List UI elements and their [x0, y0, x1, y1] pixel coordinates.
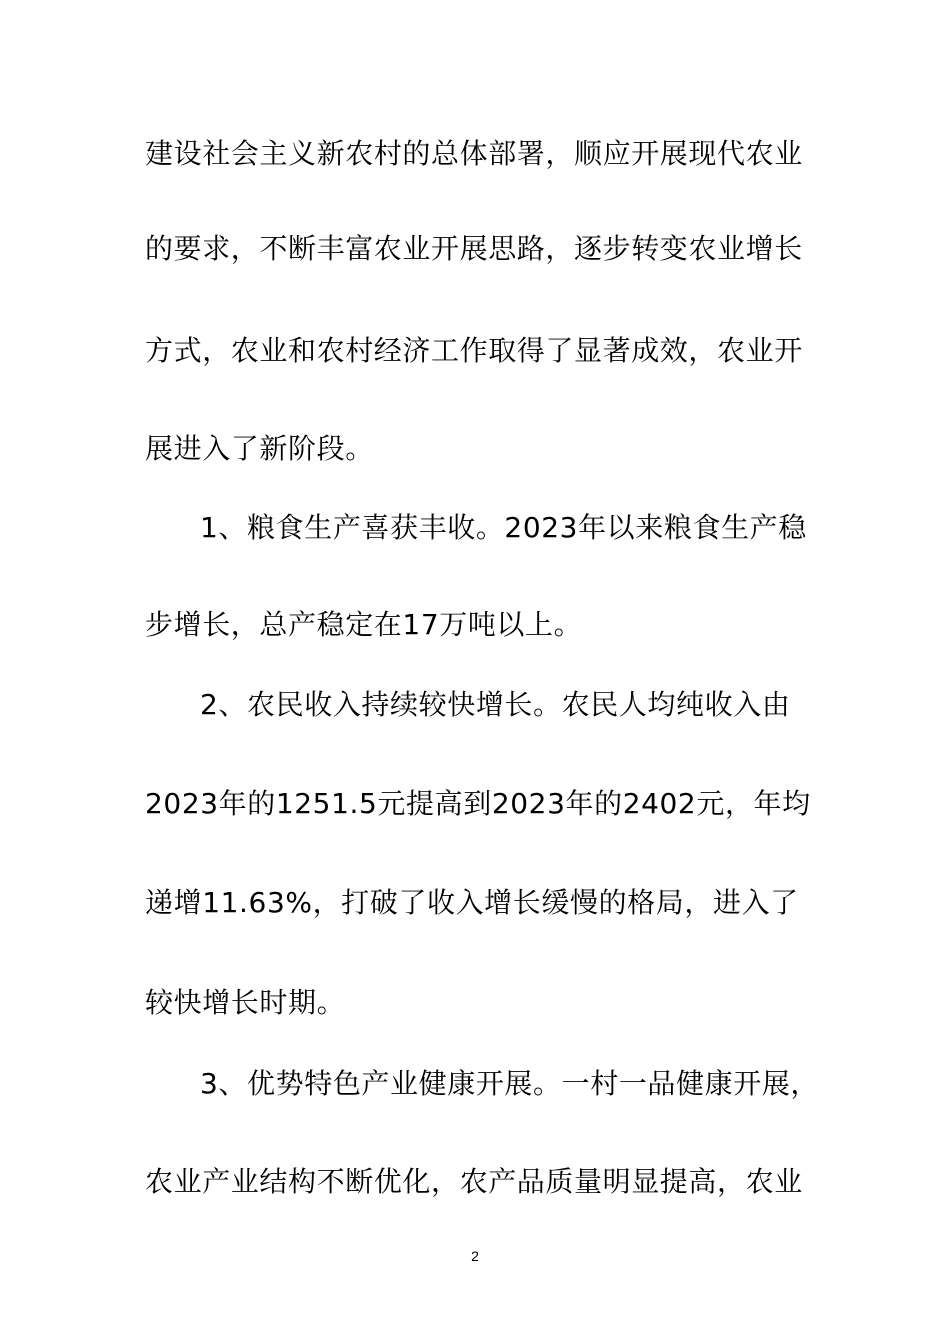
paragraph-line: 建设社会主义新农村的总体部署，顺应开展现代农业: [145, 137, 803, 170]
paragraph-line: 的要求，不断丰富农业开展思路，逐步转变农业增长: [145, 232, 803, 265]
paragraph-line: 1、粮食生产喜获丰收。2023年以来粮食生产稳: [200, 511, 807, 544]
paragraph-line: 方式，农业和农村经济工作取得了显著成效，农业开: [145, 334, 803, 367]
paragraph-line: 步增长，总产稳定在17万吨以上。: [145, 608, 583, 641]
paragraph-line: 2、农民收入持续较快增长。农民人均纯收入由: [200, 688, 791, 721]
paragraph-line: 2023年的1251.5元提高到2023年的2402元，年均: [145, 787, 811, 820]
paragraph-line: 展进入了新阶段。: [145, 432, 374, 465]
page-number: 2: [471, 1248, 479, 1264]
paragraph-line: 较快增长时期。: [145, 986, 346, 1019]
paragraph-line: 3、优势特色产业健康开展。一村一品健康开展，: [200, 1067, 820, 1100]
paragraph-line: 递增11.63%，打破了收入增长缓慢的格局，进入了: [145, 886, 799, 919]
paragraph-line: 农业产业结构不断优化，农产品质量明显提高，农业: [145, 1165, 803, 1198]
